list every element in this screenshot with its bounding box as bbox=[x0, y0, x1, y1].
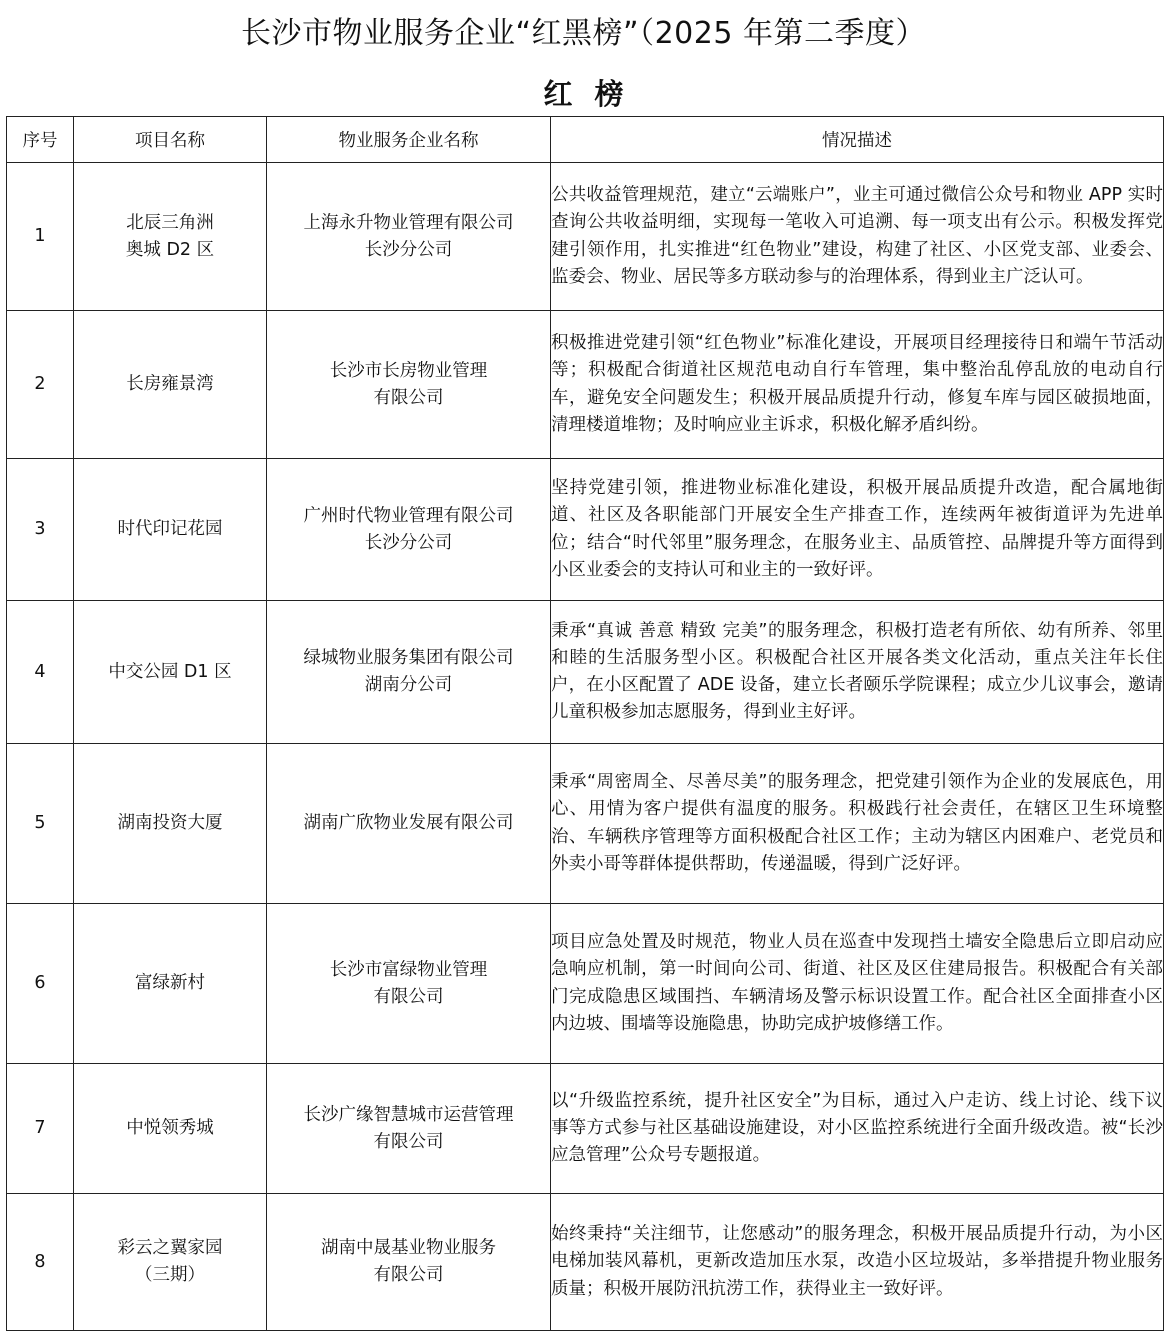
table-row bbox=[7, 744, 1164, 904]
table-row bbox=[7, 459, 1164, 601]
company-name: 长沙市长房物业管理 有限公司 bbox=[267, 311, 551, 459]
description: 公共收益管理规范，建立“云端账户”，业主可通过微信公众号和物业 APP 实时查询公共收益明细，实现每一笔收入可追溯、每一项支出有公示。积极发挥党建引领作用，扎实推进“红色物业”建设，构建了社区、小区党支部、业委会、监委会、物业、居民等多方联动参与的治理体系，得到业主广泛认可。 bbox=[551, 163, 1164, 311]
header-project: 项目名称 bbox=[74, 117, 267, 163]
table-row bbox=[7, 904, 1164, 1064]
company-name: 广州时代物业管理有限公司 长沙分公司 bbox=[267, 459, 551, 601]
project-name: 北辰三角洲 奥城 D2 区 bbox=[74, 163, 267, 311]
description: 项目应急处置及时规范，物业人员在巡查中发现挡土墙安全隐患后立即启动应急响应机制，第一时间向公司、街道、社区及区住建局报告。积极配合有关部门完成隐患区域围挡、车辆清场及警示标识设置工作。配合社区全面排查小区内边坡、围墙等设施隐患，协助完成护坡修缮工作。 bbox=[551, 904, 1164, 1064]
header-company: 物业服务企业名称 bbox=[267, 117, 551, 163]
header-description: 情况描述 bbox=[551, 117, 1164, 163]
table-row bbox=[7, 601, 1164, 744]
project-name: 长房雍景湾 bbox=[74, 311, 267, 459]
row-number: 1 bbox=[7, 163, 74, 311]
row-number: 5 bbox=[7, 744, 74, 904]
company-name: 长沙市富绿物业管理 有限公司 bbox=[267, 904, 551, 1064]
project-name: 彩云之翼家园 （三期） bbox=[74, 1194, 267, 1331]
description: 秉承“真诚 善意 精致 完美”的服务理念，积极打造老有所依、幼有所养、邻里和睦的生活服务型小区。积极配合社区开展各类文化活动，重点关注年长住户，在小区配置了 ADE 设备，建立长者颐乐学院课程；成立少儿议事会，邀请儿童积极参加志愿服务，得到业主好评。 bbox=[551, 601, 1164, 744]
company-name: 绿城物业服务集团有限公司 湖南分公司 bbox=[267, 601, 551, 744]
row-number: 8 bbox=[7, 1194, 74, 1331]
table-row bbox=[7, 1064, 1164, 1194]
description: 积极推进党建引领“红色物业”标准化建设，开展项目经理接待日和端午节活动等；积极配合街道社区规范电动自行车管理，集中整治乱停乱放的电动自行车，避免安全问题发生；积极开展品质提升行动，修复车库与园区破损地面，清理楼道堆物；及时响应业主诉求，积极化解矛盾纠纷。 bbox=[551, 311, 1164, 459]
header-number: 序号 bbox=[7, 117, 74, 163]
section-title: 红榜 bbox=[543, 77, 646, 111]
row-number: 7 bbox=[7, 1064, 74, 1194]
project-name: 富绿新村 bbox=[74, 904, 267, 1064]
row-number: 3 bbox=[7, 459, 74, 601]
company-name: 湖南中晟基业物业服务 有限公司 bbox=[267, 1194, 551, 1331]
table-row bbox=[7, 163, 1164, 311]
company-name: 湖南广欣物业发展有限公司 bbox=[267, 744, 551, 904]
project-name: 中悦领秀城 bbox=[74, 1064, 267, 1194]
company-name: 上海永升物业管理有限公司 长沙分公司 bbox=[267, 163, 551, 311]
project-name: 中交公园 D1 区 bbox=[74, 601, 267, 744]
table-header-row bbox=[7, 117, 1164, 163]
row-number: 2 bbox=[7, 311, 74, 459]
description: 秉承“周密周全、尽善尽美”的服务理念，把党建引领作为企业的发展底色，用心、用情为客户提供有温度的服务。积极践行社会责任，在辖区卫生环境整治、车辆秩序管理等方面积极配合社区工作；主动为辖区内困难户、老党员和外卖小哥等群体提供帮助，传递温暖，得到广泛好评。 bbox=[551, 744, 1164, 904]
table-row bbox=[7, 311, 1164, 459]
page-title: 长沙市物业服务企业“红黑榜”（2025 年第二季度） bbox=[241, 16, 926, 51]
company-name: 长沙广缘智慧城市运营管理 有限公司 bbox=[267, 1064, 551, 1194]
description: 以“升级监控系统，提升社区安全”为目标，通过入户走访、线上讨论、线下议事等方式参与社区基础设施建设，对小区监控系统进行全面升级改造。被“长沙应急管理”公众号专题报道。 bbox=[551, 1064, 1164, 1194]
project-name: 时代印记花园 bbox=[74, 459, 267, 601]
description: 始终秉持“关注细节，让您感动”的服务理念，积极开展品质提升行动，为小区电梯加装风幕机，更新改造加压水泵，改造小区垃圾站，多举措提升物业服务质量；积极开展防汛抗涝工作，获得业主一致好评。 bbox=[551, 1194, 1164, 1331]
row-number: 4 bbox=[7, 601, 74, 744]
red-list-table bbox=[6, 116, 1164, 1331]
table-row bbox=[7, 1194, 1164, 1331]
project-name: 湖南投资大厦 bbox=[74, 744, 267, 904]
row-number: 6 bbox=[7, 904, 74, 1064]
description: 坚持党建引领，推进物业标准化建设，积极开展品质提升改造，配合属地街道、社区及各职能部门开展安全生产排查工作，连续两年被街道评为先进单位；结合“时代邻里”服务理念，在服务业主、品质管控、品牌提升等方面得到小区业委会的支持认可和业主的一致好评。 bbox=[551, 459, 1164, 601]
